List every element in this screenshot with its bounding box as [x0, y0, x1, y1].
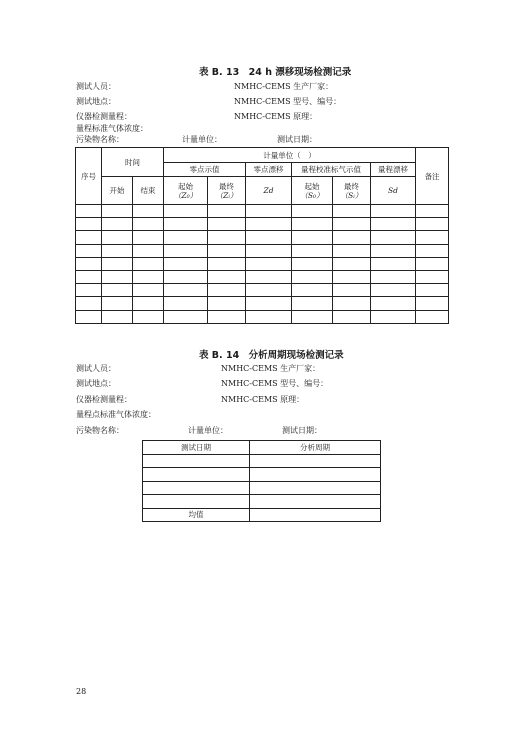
sd-header: Sd — [371, 177, 416, 205]
location-label: 测试地点： — [76, 97, 116, 106]
table-row — [76, 257, 449, 270]
table13-title: 表 B. 13 24 h 漂移现场检测记录 — [199, 67, 352, 78]
tester-label: 测试人员： — [76, 82, 116, 91]
manufacturer-label-2: NMHC-CEMS 生产厂家： — [221, 364, 321, 373]
date-label-2: 测试日期： — [282, 426, 322, 435]
zero-end-header: 最终 （Zᵢ） — [208, 177, 246, 205]
table-row — [76, 205, 449, 218]
span-reading-header: 量程校准标气示值 — [292, 163, 371, 177]
table-row — [76, 244, 449, 257]
zero-reading-header: 零点示值 — [164, 163, 246, 177]
pollutant-label: 污染物名称： — [76, 135, 124, 144]
zero-start-header: 起始 （Z₀） — [164, 177, 208, 205]
range-label: 仪器检测量程： — [76, 112, 132, 121]
analysis-period-table — [142, 440, 381, 522]
model-label: NMHC-CEMS 型号、编号： — [234, 97, 342, 106]
table-row — [76, 284, 449, 297]
average-label: 均值 — [143, 508, 250, 522]
time-header: 时间 — [102, 148, 164, 177]
table-row — [76, 218, 449, 231]
table-row — [76, 310, 449, 323]
date-label: 测试日期： — [277, 135, 317, 144]
gas-conc-label: 量程标准气体浓度： — [76, 124, 148, 133]
gas-conc-label-2: 量程点标准气体浓度： — [76, 410, 156, 419]
principle-label: NMHC-CEMS 原理： — [234, 112, 318, 121]
average-value — [250, 508, 381, 522]
span-end-header: 最终 （Sᵢ） — [333, 177, 371, 205]
table-row — [143, 468, 381, 482]
zero-drift-header: 零点漂移 — [246, 163, 292, 177]
principle-label-2: NMHC-CEMS 原理： — [221, 395, 305, 404]
manufacturer-label: NMHC-CEMS 生产厂家： — [234, 82, 334, 91]
test-date-header: 测试日期 — [143, 441, 250, 455]
unit-label: 计量单位： — [182, 135, 222, 144]
unit-label-2: 计量单位： — [188, 426, 228, 435]
table-row — [143, 495, 381, 509]
page-number: 28 — [76, 687, 87, 696]
range-label-2: 仪器检测量程： — [76, 395, 132, 404]
table-row — [76, 297, 449, 310]
period-header: 分析周期 — [250, 441, 381, 455]
table14-title: 表 B. 14 分析周期现场检测记录 — [199, 350, 344, 361]
zd-header: Zd — [246, 177, 292, 205]
seq-header: 序号 — [76, 148, 102, 205]
table-row — [76, 270, 449, 283]
span-drift-header: 量程漂移 — [371, 163, 416, 177]
table-row — [76, 231, 449, 244]
table-row — [143, 481, 381, 495]
tester-label-2: 测试人员： — [76, 364, 116, 373]
drift-record-table — [75, 147, 449, 324]
unit-group-header: 计量单位（ ） — [164, 148, 416, 163]
span-start-header: 起始 （S₀） — [292, 177, 333, 205]
model-label-2: NMHC-CEMS 型号、编号： — [221, 379, 329, 388]
start-header: 开始 — [102, 177, 133, 205]
end-header: 结束 — [133, 177, 164, 205]
location-label-2: 测试地点： — [76, 379, 116, 388]
remark-header: 备注 — [416, 148, 449, 205]
table-row — [143, 454, 381, 468]
pollutant-label-2: 污染物名称： — [76, 426, 124, 435]
